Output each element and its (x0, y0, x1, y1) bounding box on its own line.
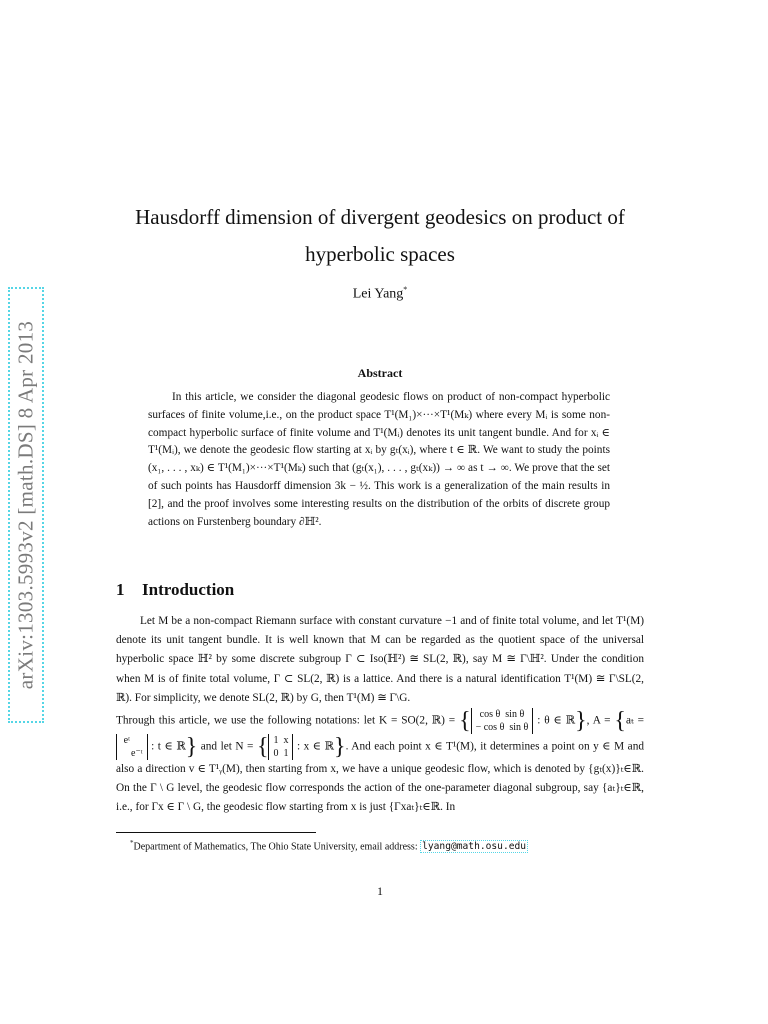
brace-open: { (256, 734, 269, 761)
intro-paragraph-1: Let M be a non-compact Riemann surface with constant curvature −1 and of finite total volume, and let T¹(M) denote its unit tangent bundle. It is well known that M can be regarded as the quotient space of the universal hyperbolic space ℍ² by some discrete subgroup Γ ⊂ Iso(ℍ²) ≅ SL(2, ℝ), say M ≅ Γ\ℍ². Under the condition when M is of finite total volume, Γ ⊂ SL(2, ℝ) is a lattice. And there is a natural identification T¹(M) ≅ Γ\SL(2, ℝ). For simplicity, we denote SL(2, ℝ) by G, then T¹(M) ≅ Γ\G. (116, 615, 644, 704)
arxiv-identifier[interactable]: arXiv:1303.5993v2 [math.DS] 8 Apr 2013 (13, 320, 38, 690)
section-title: Introduction (142, 580, 235, 599)
paper-title (100, 199, 660, 273)
brace-close: } (575, 708, 587, 735)
matrix-k (471, 708, 534, 734)
email-link[interactable]: lyang@math.osu.edu (422, 841, 527, 853)
section-heading (116, 580, 234, 600)
n-entry-12: x (283, 735, 289, 747)
brace-open: { (459, 708, 471, 735)
author-name: Lei Yang (352, 286, 404, 302)
brace-open: { (614, 708, 626, 735)
matrix-a (116, 734, 148, 760)
footnote-rule (116, 832, 316, 833)
n-condition: : x ∈ ℝ (296, 740, 335, 753)
k-entry-21: − cos θ (475, 722, 505, 734)
arxiv-stamp[interactable] (8, 287, 44, 723)
footnote-mark: * (130, 839, 134, 847)
introduction-body (116, 612, 644, 818)
n-entry-21: 0 (273, 748, 279, 760)
notation-text-d: . And each point x ∈ T¹(M), it determines a point on y ∈ M and also a direction v ∈ T¹ᵧ(M), then starting from x, we have a unique geodesic flow, which is denoted by {gₜ(x)}ₜ∈ℝ. On the Γ \ G level, the geodesic flow corresponds the action of the one-parameter diagonal subgroup, say {aₜ}ₜ∈ℝ, i.e., for Γx ∈ Γ \ G, the geodesic flow starting from x is just {Γxaₜ}ₜ∈ℝ. In (116, 740, 644, 814)
matrix-n (268, 734, 293, 760)
page-number: 1 (377, 884, 383, 898)
section-number: 1 (116, 580, 125, 599)
footnote-text: Department of Mathematics, The Ohio State University, email address: (133, 841, 418, 853)
a-entry-22: e⁻ᵗ (131, 748, 143, 760)
a-entry-11: eᵗ (123, 735, 130, 747)
author-footnote-mark[interactable]: * (403, 285, 408, 294)
n-entry-22: 1 (283, 748, 289, 760)
brace-close: } (334, 734, 346, 761)
brace-close: } (185, 734, 198, 761)
abstract-text: In this article, we consider the diagonal geodesic flows on product of non-compact hyperbolic surfaces of finite volume,i.e., on the product space T¹(M₁)×···×T¹(Mₖ) where every Mᵢ is some non-compact hyperbolic surface of finite volume and T¹(Mᵢ) denotes its unit tangent bundle. And for xᵢ ∈ T¹(Mᵢ), we denote the geodesic flow starting at xᵢ by gₜ(xᵢ), where t ∈ ℝ. We want to study the points (x₁, . . . , xₖ) ∈ T¹(M₁)×···×T¹(Mₖ) such that (gₜ(x₁), . . . , gₜ(xₖ)) → ∞ as t → ∞. We prove that the set of such points has Hausdorff dimension 3k − ½. This work is a generalization of the main results in [2], and the proof involves some interesting results on the distribution of the orbits of discrete group actions on Furstenberg boundary ∂ℍ². (148, 391, 610, 528)
n-entry-11: 1 (273, 735, 279, 747)
k-condition: : θ ∈ ℝ (537, 714, 576, 727)
a-lhs: aₜ = (625, 714, 644, 727)
notation-text-a: Through this article, we use the following notations: let K = SO(2, ℝ) = (116, 714, 456, 727)
intro-paragraph-2 (116, 708, 644, 818)
notation-text-c: and let N = (200, 740, 254, 753)
a-condition: : t ∈ ℝ (151, 740, 186, 753)
notation-text-b: , A = (586, 714, 611, 727)
k-entry-12: sin θ (505, 709, 525, 721)
abstract-heading: Abstract (357, 366, 403, 380)
k-entry-11: cos θ (479, 709, 501, 721)
title-line-1: Hausdorff dimension of divergent geodesics on product of (135, 205, 625, 229)
title-line-2: hyperbolic spaces (305, 242, 455, 266)
k-entry-22: sin θ (509, 722, 529, 734)
footnote (130, 839, 528, 852)
author (100, 285, 660, 303)
